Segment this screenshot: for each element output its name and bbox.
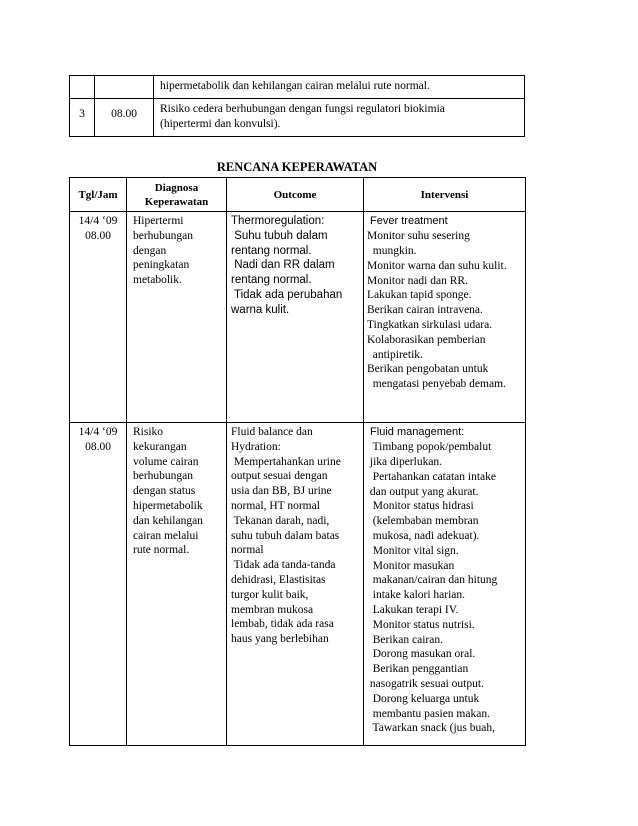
dx-line: Hipertermi: [133, 215, 184, 227]
tgl-time: 08.00: [85, 440, 111, 453]
dx-line: rute normal.: [133, 544, 190, 557]
intervensi-line: membantu pasien makan.: [367, 707, 490, 720]
dx-line: berhubungan: [133, 229, 194, 242]
outcome-line: Nadi dan RR dalam: [231, 259, 335, 272]
outcome-line: rentang normal.: [231, 244, 312, 257]
outcome-line: Tidak ada tanda-tanda: [231, 559, 336, 572]
intervensi-line: (kelembaban membran: [367, 515, 479, 528]
outcome-line: Suhu tubuh dalam: [231, 229, 328, 242]
intervensi-line: jika diperlukan.: [367, 456, 443, 468]
intervensi-line: Berikan pengobatan untuk: [367, 363, 489, 376]
cell-outcome: [227, 212, 364, 423]
intervensi-line: Dorong keluarga untuk: [367, 692, 480, 705]
dx-line: cairan melalui: [133, 529, 199, 542]
outcome-line: dehidrasi, Elastisitas: [231, 573, 326, 586]
intervensi-line: Berikan penggantian: [367, 663, 469, 676]
plan-title: RENCANA KEPERAWATAN: [216, 160, 378, 174]
intervensi-line: makanan/cairan dan hitung: [367, 574, 498, 587]
top-table-continued-text: [154, 76, 525, 99]
tgl-date: 14/4 ‘09: [78, 215, 118, 227]
dx-line: dengan status: [133, 485, 196, 498]
header-intervensi: Intervensi: [364, 178, 526, 212]
outcome-line: normal, HT normal: [231, 499, 320, 512]
dx-line: hipermetabolik: [133, 499, 203, 512]
intervensi-line: Berikan cairan intravena.: [367, 304, 483, 317]
outcome-line: suhu tubuh dalam batas: [231, 529, 340, 542]
table-row: [70, 423, 526, 746]
cell-tgl: [70, 423, 127, 746]
outcome-line: rentang normal.: [231, 274, 312, 287]
previous-diagnosis-table: [69, 75, 525, 137]
dx-line: dengan: [133, 244, 167, 257]
top-table-first-line: hipermetabolik dan kehilangan cairan melalui rute normal.: [160, 80, 430, 92]
header-diagnosa-line1: Diagnosa: [154, 181, 199, 194]
intervensi-line: Kolaborasikan pemberian: [367, 333, 486, 346]
intervensi-line: Lakukan tapid sponge.: [367, 289, 472, 302]
intervensi-line: mengatasi penyebab demam.: [367, 378, 506, 391]
intervensi-line: Timbang popok/pembalut: [367, 441, 492, 454]
intervensi-line: dan output yang akurat.: [367, 485, 479, 498]
dx-line: volume cairan: [133, 455, 199, 468]
cell-intervensi: [364, 423, 526, 746]
outcome-line: Tidak ada perubahan: [231, 288, 343, 301]
header-diagnosa-line2: Keperawatan: [144, 195, 209, 208]
intervensi-line: Lakukan terapi IV.: [367, 603, 459, 616]
care-plan-table: [69, 177, 526, 746]
outcome-line: Mempertahankan urine: [231, 455, 341, 468]
diagnosis-line: Risiko cedera berhubungan dengan fungsi regulatori biokimia: [160, 103, 445, 115]
row-number: 3: [70, 99, 95, 137]
outcome-line: usia dan BB, BJ urine: [231, 485, 332, 498]
outcome-line: output sesuai dengan: [231, 470, 328, 483]
outcome-line: Tekanan darah, nadi,: [231, 514, 330, 527]
intervensi-line: Dorong masukan oral.: [367, 648, 476, 661]
top-table-empty-cell: [70, 76, 95, 99]
dx-line: dan kehilangan: [133, 514, 203, 527]
header-tgl: Tgl/Jam: [70, 178, 127, 212]
top-table-empty-cell: [95, 76, 154, 99]
intervensi-line: Monitor nadi dan RR.: [367, 274, 468, 287]
intervensi-line: Fluid management:: [367, 426, 465, 438]
intervensi-line: intake kalori harian.: [367, 589, 466, 602]
dx-line: peningkatan: [133, 259, 190, 272]
intervensi-line: Berikan cairan.: [367, 633, 443, 646]
intervensi-line: Monitor masukan: [367, 559, 455, 572]
dx-line: berhubungan: [133, 470, 194, 483]
diagnosis-text: [154, 99, 525, 137]
cell-tgl: [70, 212, 127, 423]
cell-diagnosa: [127, 212, 227, 423]
intervensi-line: nasogatrik sesuai output.: [367, 677, 484, 690]
intervensi-line: Pertahankan catatan intake: [367, 470, 496, 483]
table-row: [70, 212, 526, 423]
cell-intervensi: [364, 212, 526, 423]
row-time: 08.00: [95, 99, 154, 137]
dx-line: metabolik.: [133, 274, 182, 287]
intervensi-line: Tingkatkan sirkulasi udara.: [367, 318, 493, 331]
intervensi-line: Monitor status nutrisi.: [367, 618, 475, 631]
intervensi-line: Monitor suhu sesering: [367, 230, 470, 243]
cell-diagnosa: [127, 423, 227, 746]
outcome-line: Hydration:: [231, 440, 281, 453]
outcome-line: warna kulit.: [231, 303, 290, 316]
tgl-date: 14/4 ‘09: [78, 426, 118, 438]
intervensi-line: mukosa, nadi adekuat).: [367, 529, 480, 542]
intervensi-line: Fever treatment: [367, 215, 448, 227]
care-plan-header-row: [70, 178, 526, 212]
intervensi-line: Monitor warna dan suhu kulit.: [367, 259, 507, 272]
outcome-line: Fluid balance dan: [231, 426, 313, 438]
intervensi-line: mungkin.: [367, 245, 417, 257]
outcome-line: normal: [231, 544, 264, 557]
tgl-time: 08.00: [85, 229, 111, 242]
intervensi-line: Monitor vital sign.: [367, 544, 459, 557]
intervensi-line: Tawarkan snack (jus buah,: [367, 722, 495, 735]
intervensi-line: antipiretik.: [367, 348, 423, 361]
header-outcome: Outcome: [227, 178, 364, 212]
outcome-line: haus yang berlebihan: [231, 633, 329, 646]
outcome-line: Thermoregulation:: [231, 215, 325, 227]
cell-outcome: [227, 423, 364, 746]
dx-line: Risiko: [133, 426, 164, 438]
diagnosis-line: (hipertermi dan konvulsi).: [160, 118, 281, 130]
outcome-line: turgor kulit baik,: [231, 588, 309, 601]
header-diagnosa: [127, 178, 227, 212]
outcome-line: membran mukosa: [231, 603, 314, 616]
dx-line: kekurangan: [133, 440, 187, 453]
outcome-line: lembab, tidak ada rasa: [231, 618, 334, 631]
intervensi-line: Monitor status hidrasi: [367, 500, 474, 513]
